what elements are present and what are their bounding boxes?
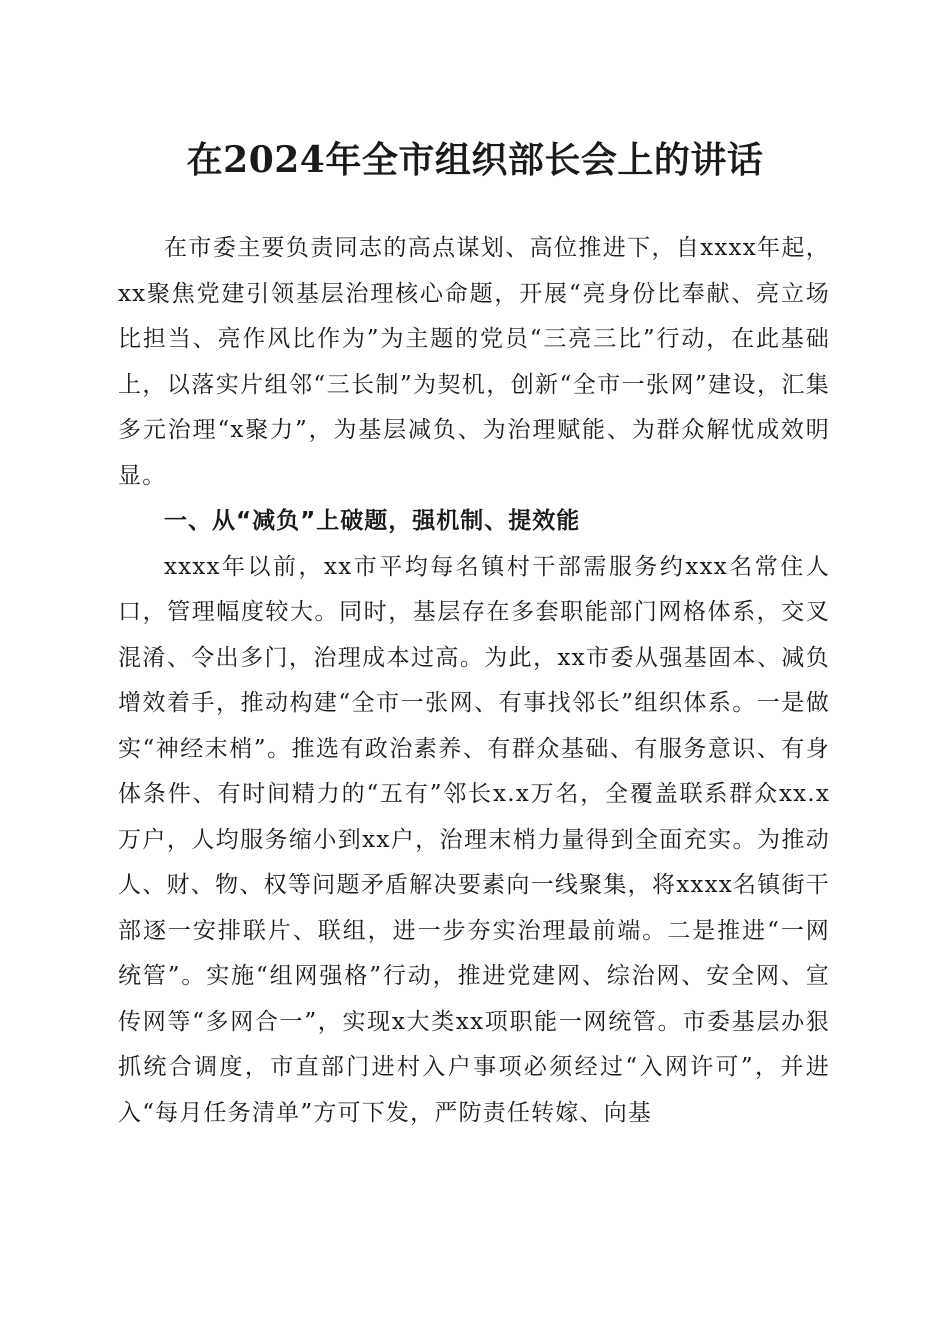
document-title: 在2024年全市组织部长会上的讲话 (186, 139, 764, 181)
section-one-heading: 一、从“减负”上破题，强机制、提效能 (164, 508, 581, 534)
section-one-paragraph: xxxx年以前，xx市平均每名镇村干部需服务约xxx名常住人口，管理幅度较大。同时，基层存在多套职能部门网格体系，交叉混淆、令出多门，治理成本过高。为此，xx市委从强基固本、减负增效着手，推动构建“全市一张网、有事找邻长”组织体系。一是做实“神经末梢”。推选有政治素养、有群众基础、有服务意识、有身体条件、有时间精力的“五有”邻长x.x万名，全覆盖联系群众xx.x万户，人均服务缩小到xx户，治理末梢力量得到全面充实。为推动人、财、物、权等问题矛盾解决要素向一线聚集，将xxxx名镇街干部逐一安排联片、联组，进一步夯实治理最前端。二是推进“一网统管”。实施“组网强格”行动，推进党建网、综治网、安全网、宣传网等“多网合一”，实现x大类xx项职能一网统管。市委基层办狠抓统合调度，市直部门进村入户事项必须经过“入网许可”，并进入“每月任务清单”方可下发，严防责任转嫁、向基 (118, 553, 830, 1126)
document-body (118, 226, 830, 1136)
intro-paragraph: 在市委主要负责同志的高点谋划、高位推进下，自xxxx年起，xx聚焦党建引领基层治理核心命题，开展“亮身份比奉献、亮立场比担当、亮作风比作为”为主题的党员“三亮三比”行动，在此基础上，以落实片组邻“三长制”为契机，创新“全市一张网”建设，汇集多元治理“x聚力”，为基层减负、为治理赋能、为群众解忧成效明显。 (118, 235, 830, 489)
